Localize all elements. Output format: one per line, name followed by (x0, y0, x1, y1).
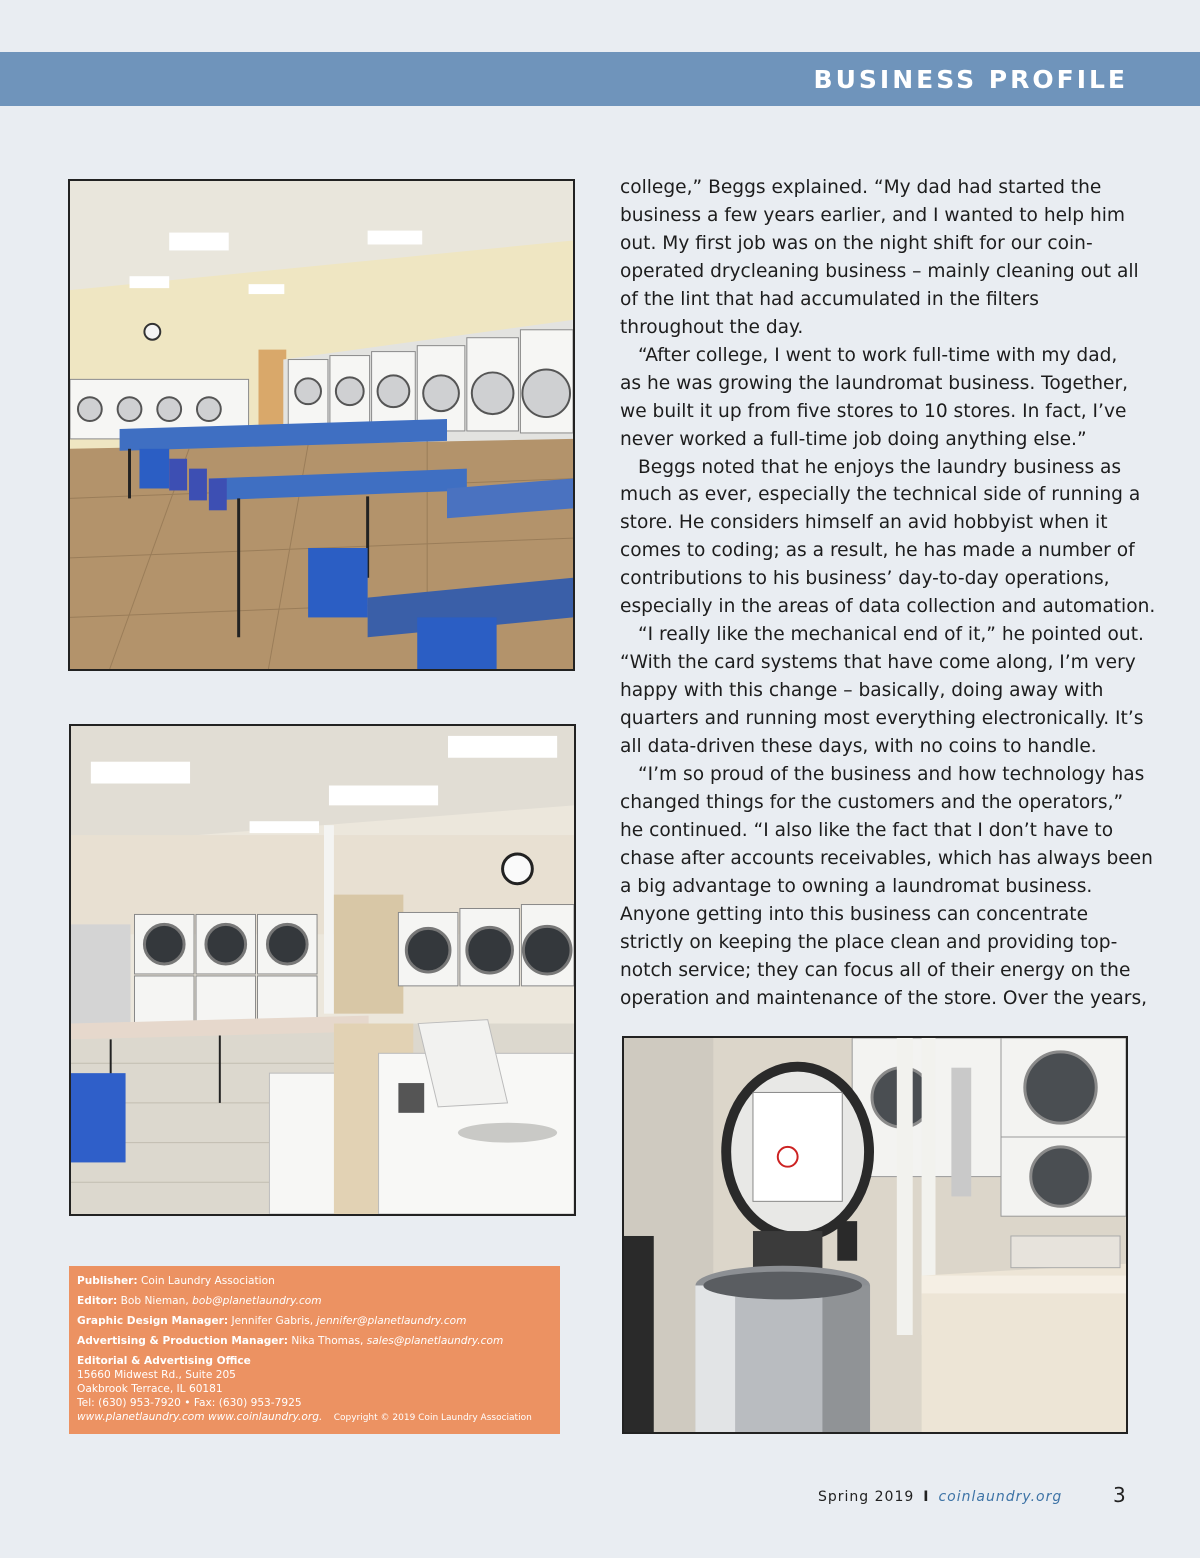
extractor-image (624, 1038, 1126, 1432)
article-line: especially in the areas of data collection and automation. (620, 596, 1156, 618)
article-line: much as ever, especially the technical side of running a (620, 484, 1141, 506)
article-line: never worked a full-time job doing anything else.” (620, 428, 1087, 450)
laundromat-interior-photo-2 (69, 724, 576, 1216)
office-label: Editorial & Advertising Office (77, 1355, 251, 1367)
article-line: we built it up from five stores to 10 stores. In fact, I’ve (620, 400, 1127, 422)
ads-label: Advertising & Production Manager: (77, 1335, 288, 1347)
copyright-notice: Copyright © 2019 Coin Laundry Association (333, 1413, 532, 1423)
design-row (77, 1314, 552, 1328)
article-line: all data-driven these days, with no coins to handle. (620, 736, 1097, 758)
editor-name: Bob Nieman, (120, 1295, 189, 1307)
section-header-band (0, 52, 1200, 106)
article-line: changed things for the customers and the operators,” (620, 791, 1124, 813)
address-line-2: Oakbrook Terrace, IL 60181 (77, 1383, 223, 1395)
article-line: store. He considers himself an avid hobbyist when it (620, 512, 1108, 534)
footer-site-link[interactable]: coinlaundry.org (938, 1489, 1063, 1505)
laundromat-washers-image (71, 726, 574, 1214)
ads-email-link[interactable]: sales@planetlaundry.com (366, 1335, 504, 1347)
article-line: a big advantage to owning a laundromat business. (620, 875, 1093, 897)
article-line: business a few years earlier, and I wanted to help him (620, 204, 1126, 226)
article-line: as he was growing the laundromat business. Together, (620, 372, 1129, 394)
article-line: chase after accounts receivables, which has always been (620, 847, 1153, 869)
section-title: BUSINESS PROFILE (813, 65, 1128, 94)
article-line: “With the card systems that have come along, I’m very (620, 652, 1136, 674)
laundromat-interior-photo-1 (68, 179, 575, 671)
publisher-value: Coin Laundry Association (141, 1275, 275, 1287)
article-line: notch service; they can focus all of their energy on the (620, 959, 1131, 981)
phone-line: Tel: (630) 953-7920 • Fax: (630) 953-7925 (77, 1397, 302, 1409)
article-line: of the lint that had accumulated in the filters (620, 288, 1039, 310)
publisher-label: Publisher: (77, 1275, 138, 1287)
design-name: Jennifer Gabris, (231, 1315, 314, 1327)
issue-label: Spring 2019 (818, 1489, 915, 1505)
article-line: he continued. “I also like the fact that I don’t have to (620, 819, 1114, 841)
article-line: Beggs noted that he enjoys the laundry business as (638, 456, 1122, 478)
article-body (620, 174, 1156, 1013)
article-line: contributions to his business’ day-to-day operations, (620, 568, 1110, 590)
article-line: strictly on keeping the place clean and providing top- (620, 931, 1118, 953)
address-line-1: 15660 Midwest Rd., Suite 205 (77, 1369, 236, 1381)
article-line: Anyone getting into this business can concentrate (620, 903, 1089, 925)
ads-row (77, 1334, 552, 1348)
laundromat-tables-image (70, 181, 573, 669)
article-line: quarters and running most everything electronically. It’s (620, 708, 1144, 730)
publisher-row (77, 1274, 552, 1288)
article-line: college,” Beggs explained. “My dad had started the (620, 177, 1102, 198)
design-email-link[interactable]: jennifer@planetlaundry.com (316, 1315, 467, 1327)
article-line: happy with this change – basically, doing away with (620, 680, 1104, 702)
extractor-machine-photo (622, 1036, 1128, 1434)
article-line: “I’m so proud of the business and how technology has (638, 764, 1145, 786)
design-label: Graphic Design Manager: (77, 1315, 229, 1327)
article-line: out. My first job was on the night shift for our coin- (620, 232, 1093, 254)
page-number: 3 (1113, 1483, 1126, 1507)
websites-links[interactable]: www.planetlaundry.com www.coinlaundry.org. (77, 1411, 323, 1423)
article-line: comes to coding; as a result, he has made a number of (620, 540, 1135, 562)
footer-separator: I (923, 1489, 930, 1505)
masthead-box (69, 1266, 560, 1434)
ads-name: Nika Thomas, (291, 1335, 364, 1347)
article-line: throughout the day. (620, 316, 804, 338)
editor-email-link[interactable]: bob@planetlaundry.com (192, 1295, 322, 1307)
page-footer (818, 1489, 1062, 1505)
editor-label: Editor: (77, 1295, 118, 1307)
websites-row (77, 1410, 552, 1425)
editor-row (77, 1294, 552, 1308)
office-label-row (77, 1354, 552, 1368)
article-line: operation and maintenance of the store. Over the years, (620, 987, 1148, 1009)
article-line: “I really like the mechanical end of it,” he pointed out. (638, 624, 1144, 646)
article-line: operated drycleaning business – mainly cleaning out all (620, 260, 1139, 282)
article-line: “After college, I went to work full-time with my dad, (638, 344, 1118, 366)
